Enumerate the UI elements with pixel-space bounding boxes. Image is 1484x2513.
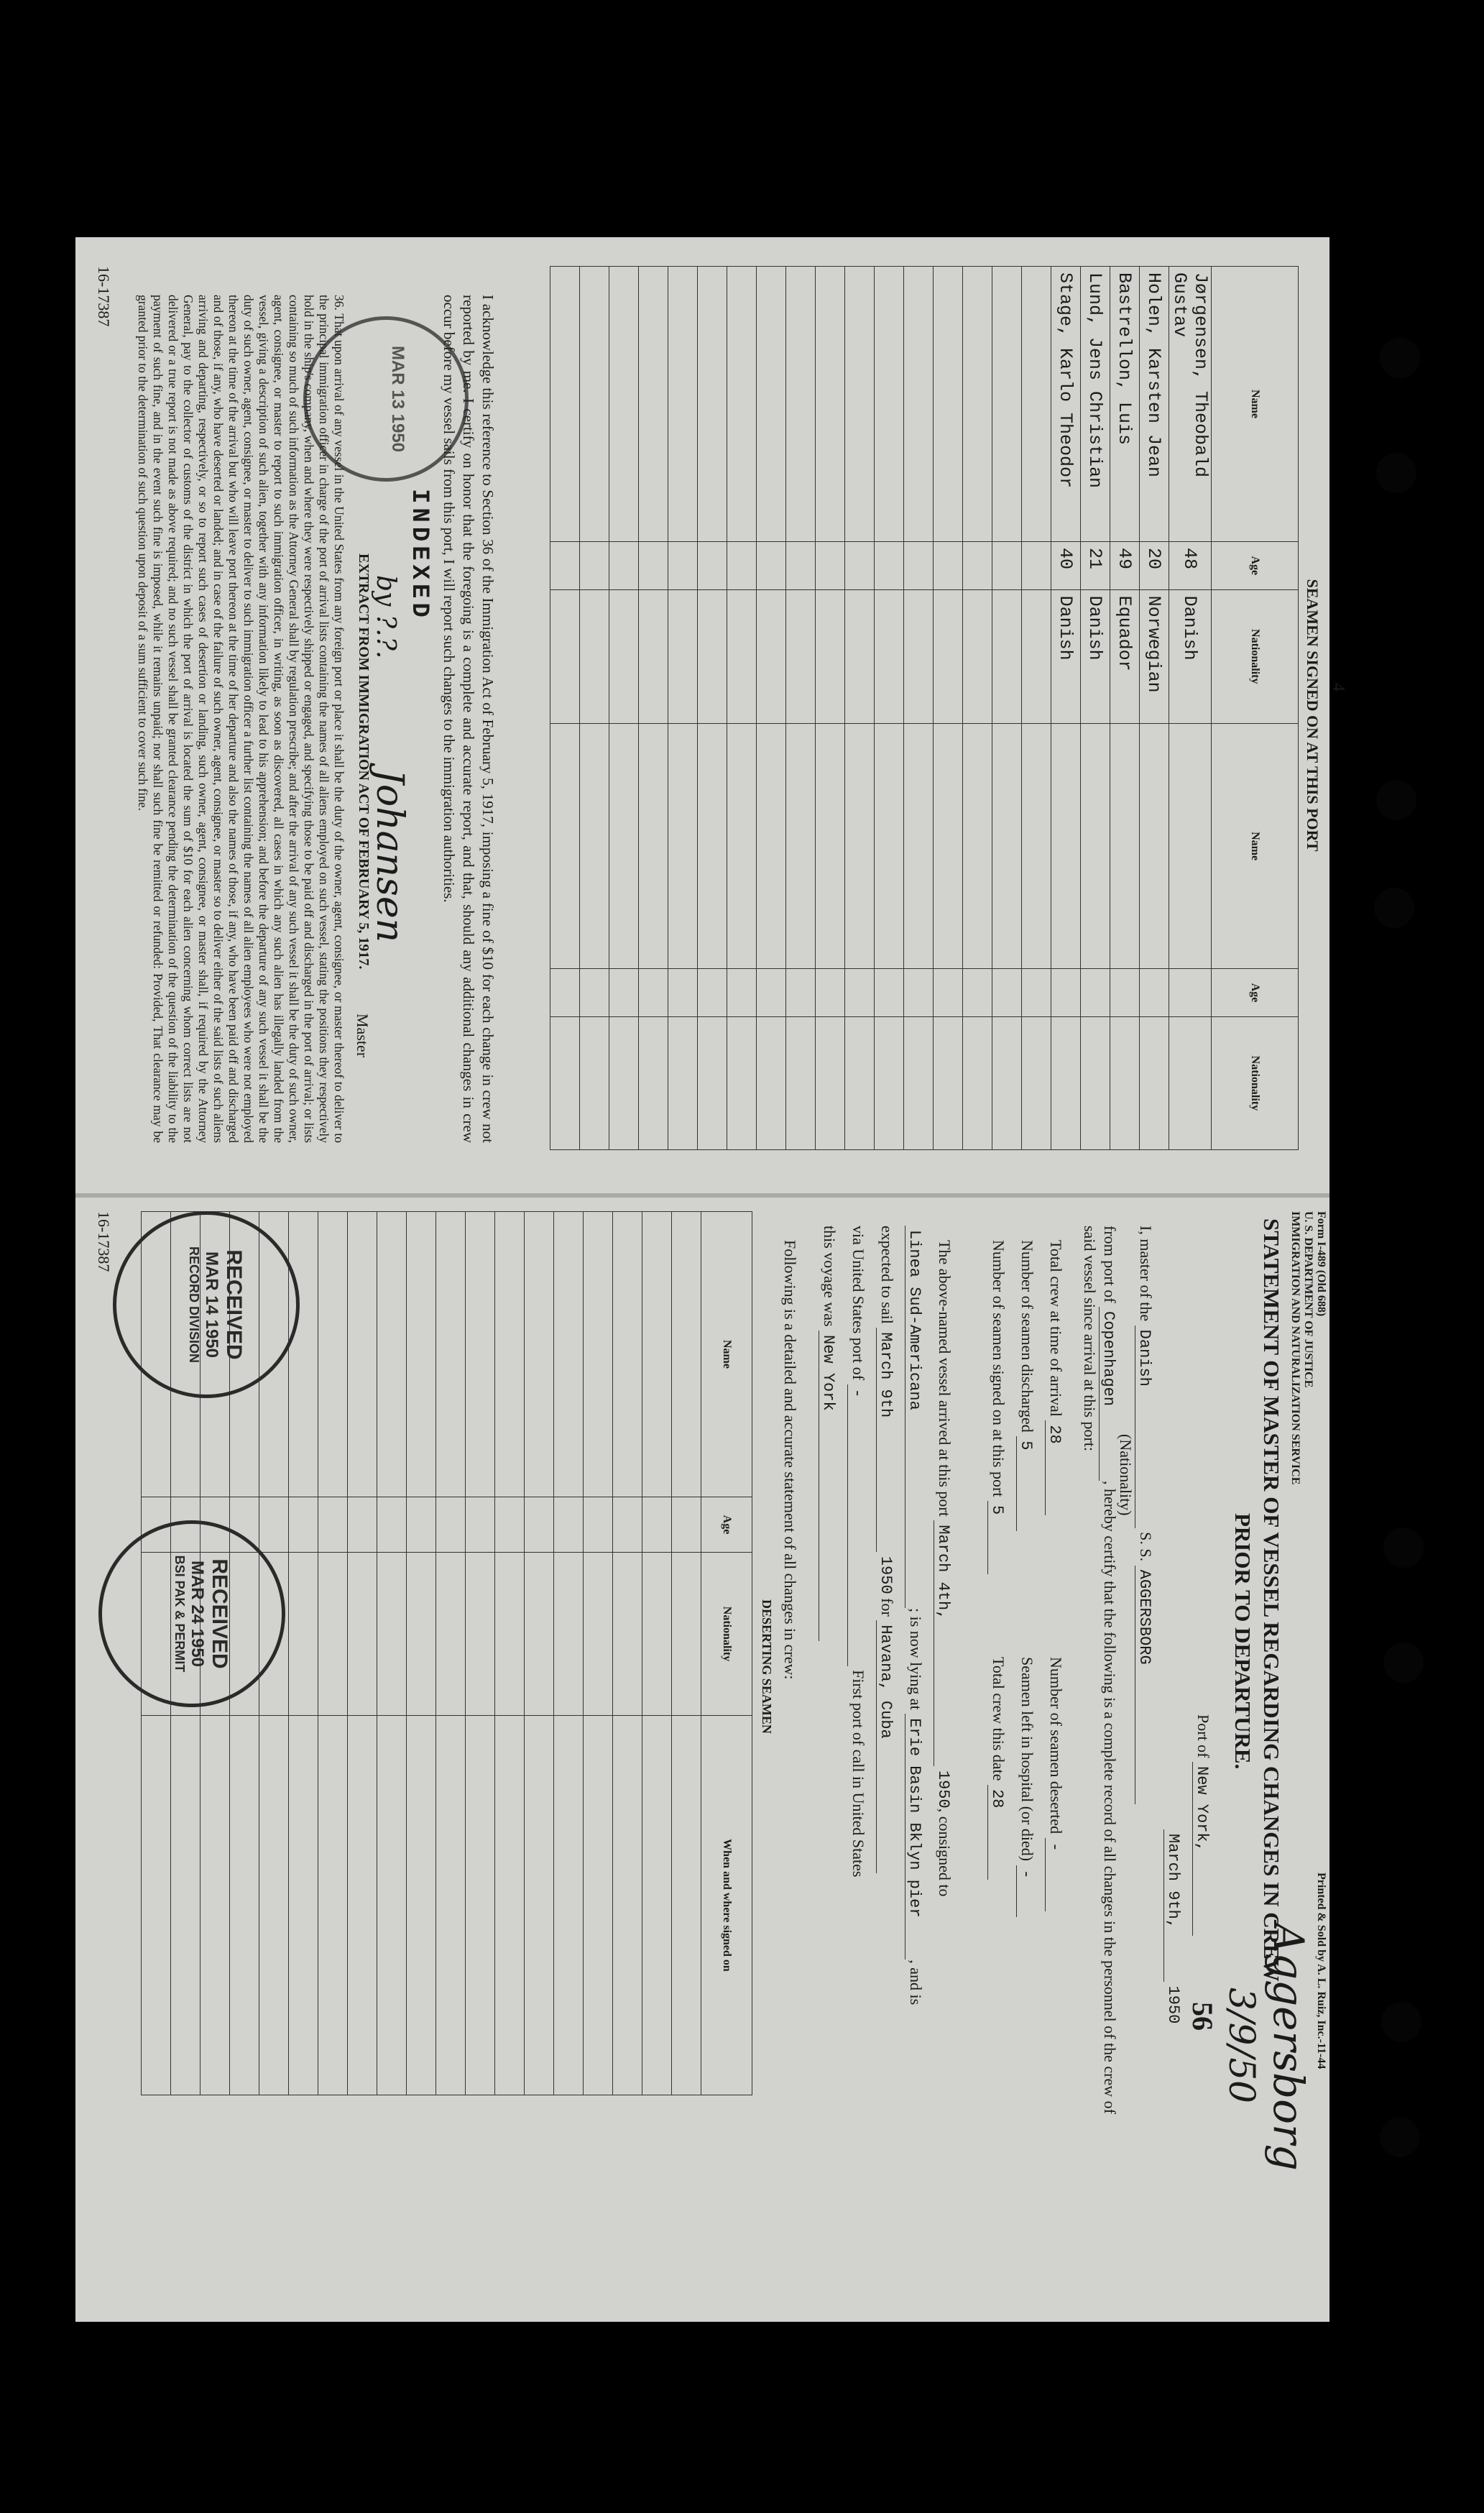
table-header-row — [701, 1212, 752, 2095]
acknowledgement-text: I acknowledge this reference to Section 36 of the Immigration Act of February 5, 1917, imposing a fine of $10 for each change in crew not reported by me. I certify on honor that the foregoing is a complete and accurate report, and that, should any additional changes in crew occur before my vessel sails from this port, I will report such changes to the immigration authorities. — [441, 295, 497, 1143]
ss-label: S. S. — [1137, 1532, 1155, 1562]
stamp-date: MAR 13 1950 — [388, 345, 407, 453]
ship-name: AGGERSBORG — [1135, 1566, 1153, 1804]
deserted-label: Number of seamen deserted — [1047, 1657, 1065, 1834]
signed-on-label: Number of seamen signed on at this port — [990, 1240, 1008, 1497]
table-row — [1140, 267, 1169, 1150]
stamp-date: MAR 14 1950 — [202, 1251, 221, 1359]
deserting-title: DESERTING SEAMEN — [760, 1599, 774, 1734]
column-header: Age — [701, 1497, 752, 1553]
consignee-line — [905, 1226, 925, 2005]
date-value: March 9th, — [1163, 1829, 1182, 1982]
page-statement — [84, 1197, 1327, 2171]
handwritten-date: 3/9/50 — [1221, 1988, 1263, 2103]
table-row — [1081, 267, 1110, 1150]
consigned-label: , consigned to — [936, 1808, 954, 1897]
stamp-date: MAR 24 1950 — [188, 1560, 207, 1668]
seaman-name: Lund, Jens Christian — [1081, 267, 1110, 542]
column-header: Name — [701, 1212, 752, 1497]
service: IMMIGRATION AND NATURALIZATION SERVICE — [1289, 1211, 1301, 1485]
table-row — [1051, 267, 1081, 1150]
seaman-name: Jørgensen, Theobald Gustav — [1169, 267, 1212, 542]
from-port-line — [1080, 1226, 1119, 2124]
column-header: When and where signed on — [701, 1716, 752, 2095]
signed-on-line — [987, 1240, 1008, 1574]
received-stamp-record-division — [113, 1211, 300, 1398]
expected-line — [876, 1226, 896, 1873]
first-port-label: First port of call in United States — [849, 1670, 867, 1878]
table-header-row — [1212, 267, 1299, 1150]
document-number: 56 — [1186, 2002, 1219, 2031]
seaman-age: 48 — [1169, 542, 1212, 590]
column-header: Age — [1212, 542, 1299, 590]
from-port-value: Copenhagen — [1099, 1307, 1117, 1481]
via-value: - — [847, 1384, 866, 1666]
signed-on-table — [550, 266, 1299, 1150]
master-of-label: I, master of the — [1137, 1226, 1155, 1322]
seaman-nationality: Norwegian — [1140, 589, 1169, 723]
seaman-name: Bastrellon, Luis — [1110, 267, 1140, 542]
received-stamp-permit — [98, 1520, 285, 1707]
via-label: via United States port of — [849, 1226, 867, 1381]
column-header: Nationality — [1212, 1016, 1299, 1149]
port-line — [1192, 1714, 1212, 1936]
statement-title: STATEMENT OF MASTER OF VESSEL REGARDING CHANGES IN CREW — [1259, 1218, 1284, 1982]
stamp-text: RECEIVED — [222, 1249, 246, 1360]
arrived-date: March 4th, — [934, 1520, 952, 1766]
lying-at: Erie Basin Bklyn pier — [905, 1714, 923, 1960]
extract-title: EXTRACT FROM IMMIGRATION ACT OF FEBRUARY 5, 1917. — [356, 553, 372, 970]
total-crew-date-label: Total crew this date — [990, 1657, 1008, 1781]
stamp-initials: by ?.?. — [371, 575, 400, 659]
via-line — [847, 1226, 867, 1877]
sail-year: 1950 — [877, 1556, 895, 1594]
seaman-age: 49 — [1110, 542, 1140, 590]
total-crew-date-line — [987, 1657, 1008, 1880]
total-crew-date-value: 28 — [987, 1785, 1006, 1880]
port-label: Port of — [1194, 1714, 1212, 1758]
table-body — [550, 267, 1212, 1150]
stamp-office: BSI PAK & PERMIT — [172, 1555, 187, 1673]
expected-label: expected to sail — [878, 1226, 896, 1324]
statement-subtitle: PRIOR TO DEPARTURE. — [1230, 1513, 1255, 1770]
form-id: Form I-489 (Old 688) — [1315, 1211, 1327, 1317]
seaman-nationality: Danish — [1081, 589, 1110, 723]
total-crew-arrival-value: 28 — [1045, 1420, 1064, 1515]
consignee: Linea Sud-Americana — [905, 1226, 923, 1608]
seaman-name: Holen, Karsten Jean — [1140, 267, 1169, 542]
department: U. S. DEPARTMENT OF JUSTICE — [1302, 1211, 1314, 1388]
total-crew-arrival-label: Total crew at time of arrival — [1047, 1240, 1065, 1417]
seaman-age: 20 — [1140, 542, 1169, 590]
destination: Havana, Cuba — [876, 1620, 895, 1873]
punch-hole — [1376, 453, 1416, 493]
and-is-label: , and is — [907, 1960, 925, 2006]
column-header: Name — [1212, 267, 1299, 542]
table-row — [1169, 267, 1212, 1150]
printer-note: Printed & Sold by A. L. Ruiz, Inc.-11-44 — [1315, 1873, 1327, 2069]
form-code: 16-17387 — [95, 1211, 113, 1272]
from-port-label: from port of — [1101, 1226, 1119, 1303]
seaman-name: Stage, Karlo Theodor — [1051, 267, 1081, 542]
seaman-nationality: Danish — [1169, 589, 1212, 723]
table-row — [1110, 267, 1140, 1150]
punch-hole — [1381, 2002, 1421, 2042]
voyage-value: New York — [819, 1331, 837, 1641]
column-header: Age — [1212, 969, 1299, 1017]
discharged-value: 5 — [1016, 1436, 1035, 1531]
punch-hole — [1380, 2117, 1420, 2157]
stamp-text: RECEIVED — [208, 1558, 231, 1669]
stamp-division: RECORD DIVISION — [187, 1246, 201, 1364]
column-header: Nationality — [701, 1553, 752, 1716]
arrived-year: 1950 — [934, 1770, 952, 1809]
section-title: SEAMEN SIGNED ON AT THIS PORT — [1304, 579, 1322, 852]
hospital-value: - — [1016, 1865, 1035, 1917]
seaman-age: 21 — [1081, 542, 1110, 590]
indexed-stamp — [303, 316, 469, 482]
sail-date: March 9th — [876, 1328, 895, 1552]
port-value: New York, — [1192, 1762, 1211, 1936]
seaman-age: 40 — [1051, 542, 1081, 590]
discharged-label: Number of seamen discharged — [1018, 1240, 1036, 1433]
hospital-line — [1016, 1657, 1036, 1917]
form-code: 16-17387 — [95, 266, 113, 327]
vessel-nationality: Danish — [1135, 1326, 1153, 1528]
punch-hole — [1374, 888, 1414, 928]
page-number: 4 — [1329, 683, 1347, 692]
punch-hole — [1376, 780, 1416, 820]
seaman-nationality: Equador — [1110, 589, 1140, 723]
certify-text: , hereby certify that the following is a complete record of all changes in the personnel of the crew of said vessel since arrival at this port: — [1081, 1226, 1119, 2114]
extract-text: 36. That upon arrival of any vessel in the United States from any foreign port or place it shall be the duty of the owner, agent, consignee, or master thereof to deliver to the principal immigration officer in charge of the port of arrival lists containing the names of all aliens employed on such vessel, stating the positions they respectively hold in the ship's company, when and where they were respectively shipped or engaged, and specifying those to be paid off and discharged in the port of arrival; or lists containing so much of such information as the Attorney General shall by regulation prescribe; and after the arrival of any such vessel it shall be the duty of such owner, agent, consignee, or master to report to such immigration officer, in writing, as soon as discovered, all cases in which any such alien has illegally landed from the vessel, giving a description of such alien, together with any information likely to lead to his apprehension; and before the departure of any such vessel it shall be the duty of such owner, agent, consignee, or master to deliver to such immigration officer a further list containing the names of all alien employees who were not employed thereon at the time of the arrival but who will leave port thereon at the time of her departure and also the names of those, if any, who have been paid off and discharged and of those, if any, who have deserted or landed; and in case of the failure of such owner, agent, consignee, or master so to deliver either of the said lists of such aliens arriving and departing, respectively, or so to report such cases of desertion or landing, such owner, agent, consignee, or master shall, if required by the Attorney General, pay to the collector of customs of the district in which the port of arrival is located the sum of $10 for each alien concerning whom correct lists are not delivered or a true report is not made as above required; and no such vessel shall be granted clearance pending the determination of the question of the liability to the payment of such fine, and in the event such fine is imposed, while it remains unpaid; nor shall such fine be remitted or refunded: Provided, That clearance may be granted prior to the determination of such question upon deposit of a sum sufficient to cover such fine. — [136, 295, 346, 1143]
hospital-label: Seamen left in hospital (or died) — [1018, 1657, 1036, 1862]
master-line — [1135, 1226, 1155, 1804]
date-line — [1163, 1829, 1184, 2023]
punch-hole — [1380, 338, 1420, 378]
punch-hole — [1383, 1527, 1424, 1568]
voyage-label: this voyage was — [821, 1226, 839, 1327]
punch-hole — [1383, 1643, 1424, 1683]
master-signature: Johansen — [368, 769, 411, 943]
following-text: Following is a detailed and accurate statement of all changes in crew: — [781, 1240, 799, 1680]
column-header: Nationality — [1212, 589, 1299, 723]
arrived-label: The above-named vessel arrived at this port — [936, 1240, 954, 1517]
lying-label: ; is now lying at — [907, 1608, 925, 1710]
handwritten-ship-name: Aggersborg — [1264, 1923, 1313, 2171]
indexed-stamp-label: INDEXED — [405, 489, 433, 622]
deserted-line — [1045, 1657, 1065, 1911]
total-crew-arrival-line — [1045, 1240, 1065, 1515]
year-value: 1950 — [1164, 1985, 1182, 2024]
page-4 — [84, 252, 1347, 1179]
deserted-value: - — [1045, 1838, 1064, 1911]
seaman-nationality: Danish — [1051, 589, 1081, 723]
nationality-caption: (Nationality) — [1117, 1434, 1135, 1516]
discharged-line — [1016, 1240, 1036, 1531]
signed-on-value: 5 — [987, 1501, 1006, 1574]
for-label: for — [878, 1598, 896, 1617]
column-header: Name — [1212, 723, 1299, 968]
arrived-line — [934, 1240, 954, 1897]
master-label: Master — [354, 1014, 372, 1058]
voyage-line — [819, 1226, 839, 1641]
